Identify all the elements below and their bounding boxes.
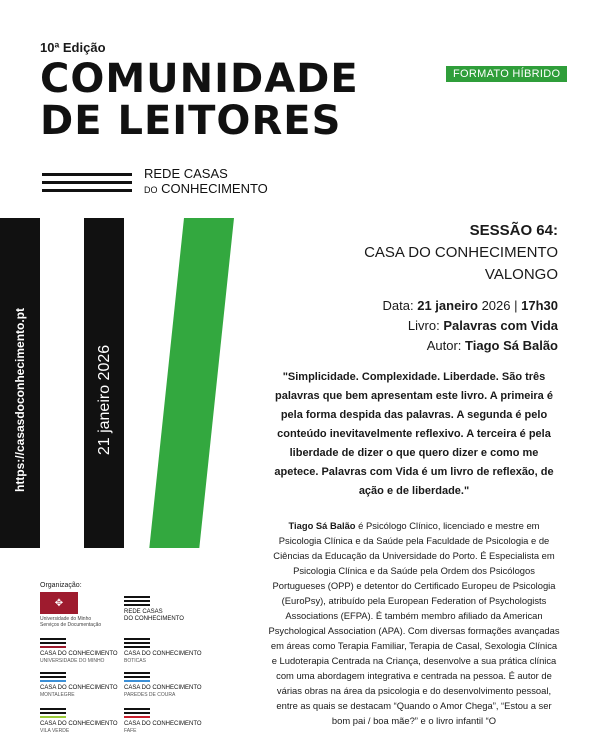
date-year: 2026 [481,298,511,313]
date-vertical [90,300,120,500]
casa-logo-montalegre [40,672,118,699]
network-logo-small [124,596,184,623]
uminho-text [40,616,101,628]
casa-prefix: CASA DO CONHECIMENTO [124,651,202,657]
logo-line-1: REDE CASAS [144,166,228,181]
date-value: 21 janeiro [417,298,478,313]
page-title [40,58,359,142]
casa-place: BOTICAS [124,658,146,664]
website-link[interactable]: https://casasdoconhecimento.pt [13,307,27,493]
casa-logo-fafe [124,708,202,735]
casa-lines-icon [124,638,202,648]
book-label: Livro: [407,318,440,333]
casa-logo-paredes [124,672,202,699]
edition-label: 10ª Edição [40,40,106,55]
casa-lines-icon [40,638,118,648]
casa-prefix: CASA DO CONHECIMENTO [124,685,202,691]
logo-small-word: DO [144,185,158,195]
green-stripe [149,218,234,548]
casa-lines-icon [124,708,202,718]
side-date: 21 janeiro 2026 [96,344,113,456]
casa-place: VILA VERDE [40,728,70,734]
website-vertical[interactable] [8,300,32,500]
uminho-service: Serviços de Documentação [40,622,102,628]
bio-text: é Psicólogo Clínico, licenciado e mestre em Psicologia Clínica e da Saúde pela Faculdade de Psicologia e de Ciências da Educação da Universidade do Porto. É Especialista em Psicologia Clínica e da Saúde pela Ordem dos Psicólogos Portugueses (OPP) e detentor do Certificado Europeu de Psicologia (EuroPsy), atribuído pela European Federation of Psychologists Associations (EFPA). É também membro afiliado da American Psychological Association (APA). Com diversas formações avançadas em áreas como Terapia Familiar, Terapia de Casal, Sexologia Clínica e Ludoterapia Centrada na Criança, desenvolve a sua prática clínica com uma abordagem integrativa e centrada na pessoa. É autor de várias obras na área da psicologia e do desenvolvimento pessoal, entre as quais se destacam “Quando o Amor Chega”, “Estou a ser bom pai / boa mãe?” e o livro infantil “O [268,520,560,726]
casa-place: UNIVERSIDADE DO MINHO [40,658,105,664]
book-quote: "Simplicidade. Complexidade. Liberdade. São três palavras que bem apresentam este livro. A primeira é pela forma despida das palavras. A segunda é pelo conteúdo inevitavelmente reflexivo. A terceira é pela liberdade de dizer o que quero dizer e como me apetece. Palavras com Vida é um livro de reflexão, de ação e de liberdade." [274,371,554,497]
uminho-logo [40,592,78,614]
casa-logo-boticas [124,638,202,665]
title-line-1: COMUNIDADE [40,56,359,102]
author-name: Tiago Sá Balão [465,338,558,353]
network-lines-icon [124,596,184,606]
casa-place: MONTALEGRE [40,692,75,698]
format-badge: FORMATO HÍBRIDO [446,66,567,82]
author-bio [268,518,560,738]
network-name-2: DO CONHECIMENTO [124,616,184,622]
event-details [383,296,558,356]
uminho-name: Universidade do Minho [40,616,92,622]
casa-lines-icon [40,708,118,718]
organization-label: Organização: [40,582,82,589]
casa-prefix: CASA DO CONHECIMENTO [40,685,118,691]
casa-place: FAFE [124,728,137,734]
rede-casas-logo [42,166,268,198]
book-title: Palavras com Vida [443,318,558,333]
casa-prefix: CASA DO CONHECIMENTO [40,721,118,727]
casa-lines-icon [40,672,118,682]
logo-lines-icon [42,173,132,192]
logo-line-2: CONHECIMENTO [161,181,268,196]
session-header [364,220,558,286]
bio-name: Tiago Sá Balão [288,520,356,531]
event-time: 17h30 [521,298,558,313]
session-place-1: CASA DO CONHECIMENTO [364,244,558,261]
casa-place: PAREDES DE COURA [124,692,176,698]
network-name-1: REDE CASAS [124,609,163,615]
session-place-2: VALONGO [484,266,558,283]
casa-logo-uminho [40,638,118,665]
separator: | [514,298,518,313]
session-number: SESSÃO 64: [469,222,558,239]
author-label: Autor: [426,338,462,353]
casa-prefix: CASA DO CONHECIMENTO [40,651,118,657]
casa-prefix: CASA DO CONHECIMENTO [124,721,202,727]
date-label: Data: [382,298,414,313]
casa-logo-vilaverde [40,708,118,735]
uminho-emblem-icon: ✥ [54,597,64,609]
title-line-2: DE LEITORES [40,98,342,144]
casa-lines-icon [124,672,202,682]
